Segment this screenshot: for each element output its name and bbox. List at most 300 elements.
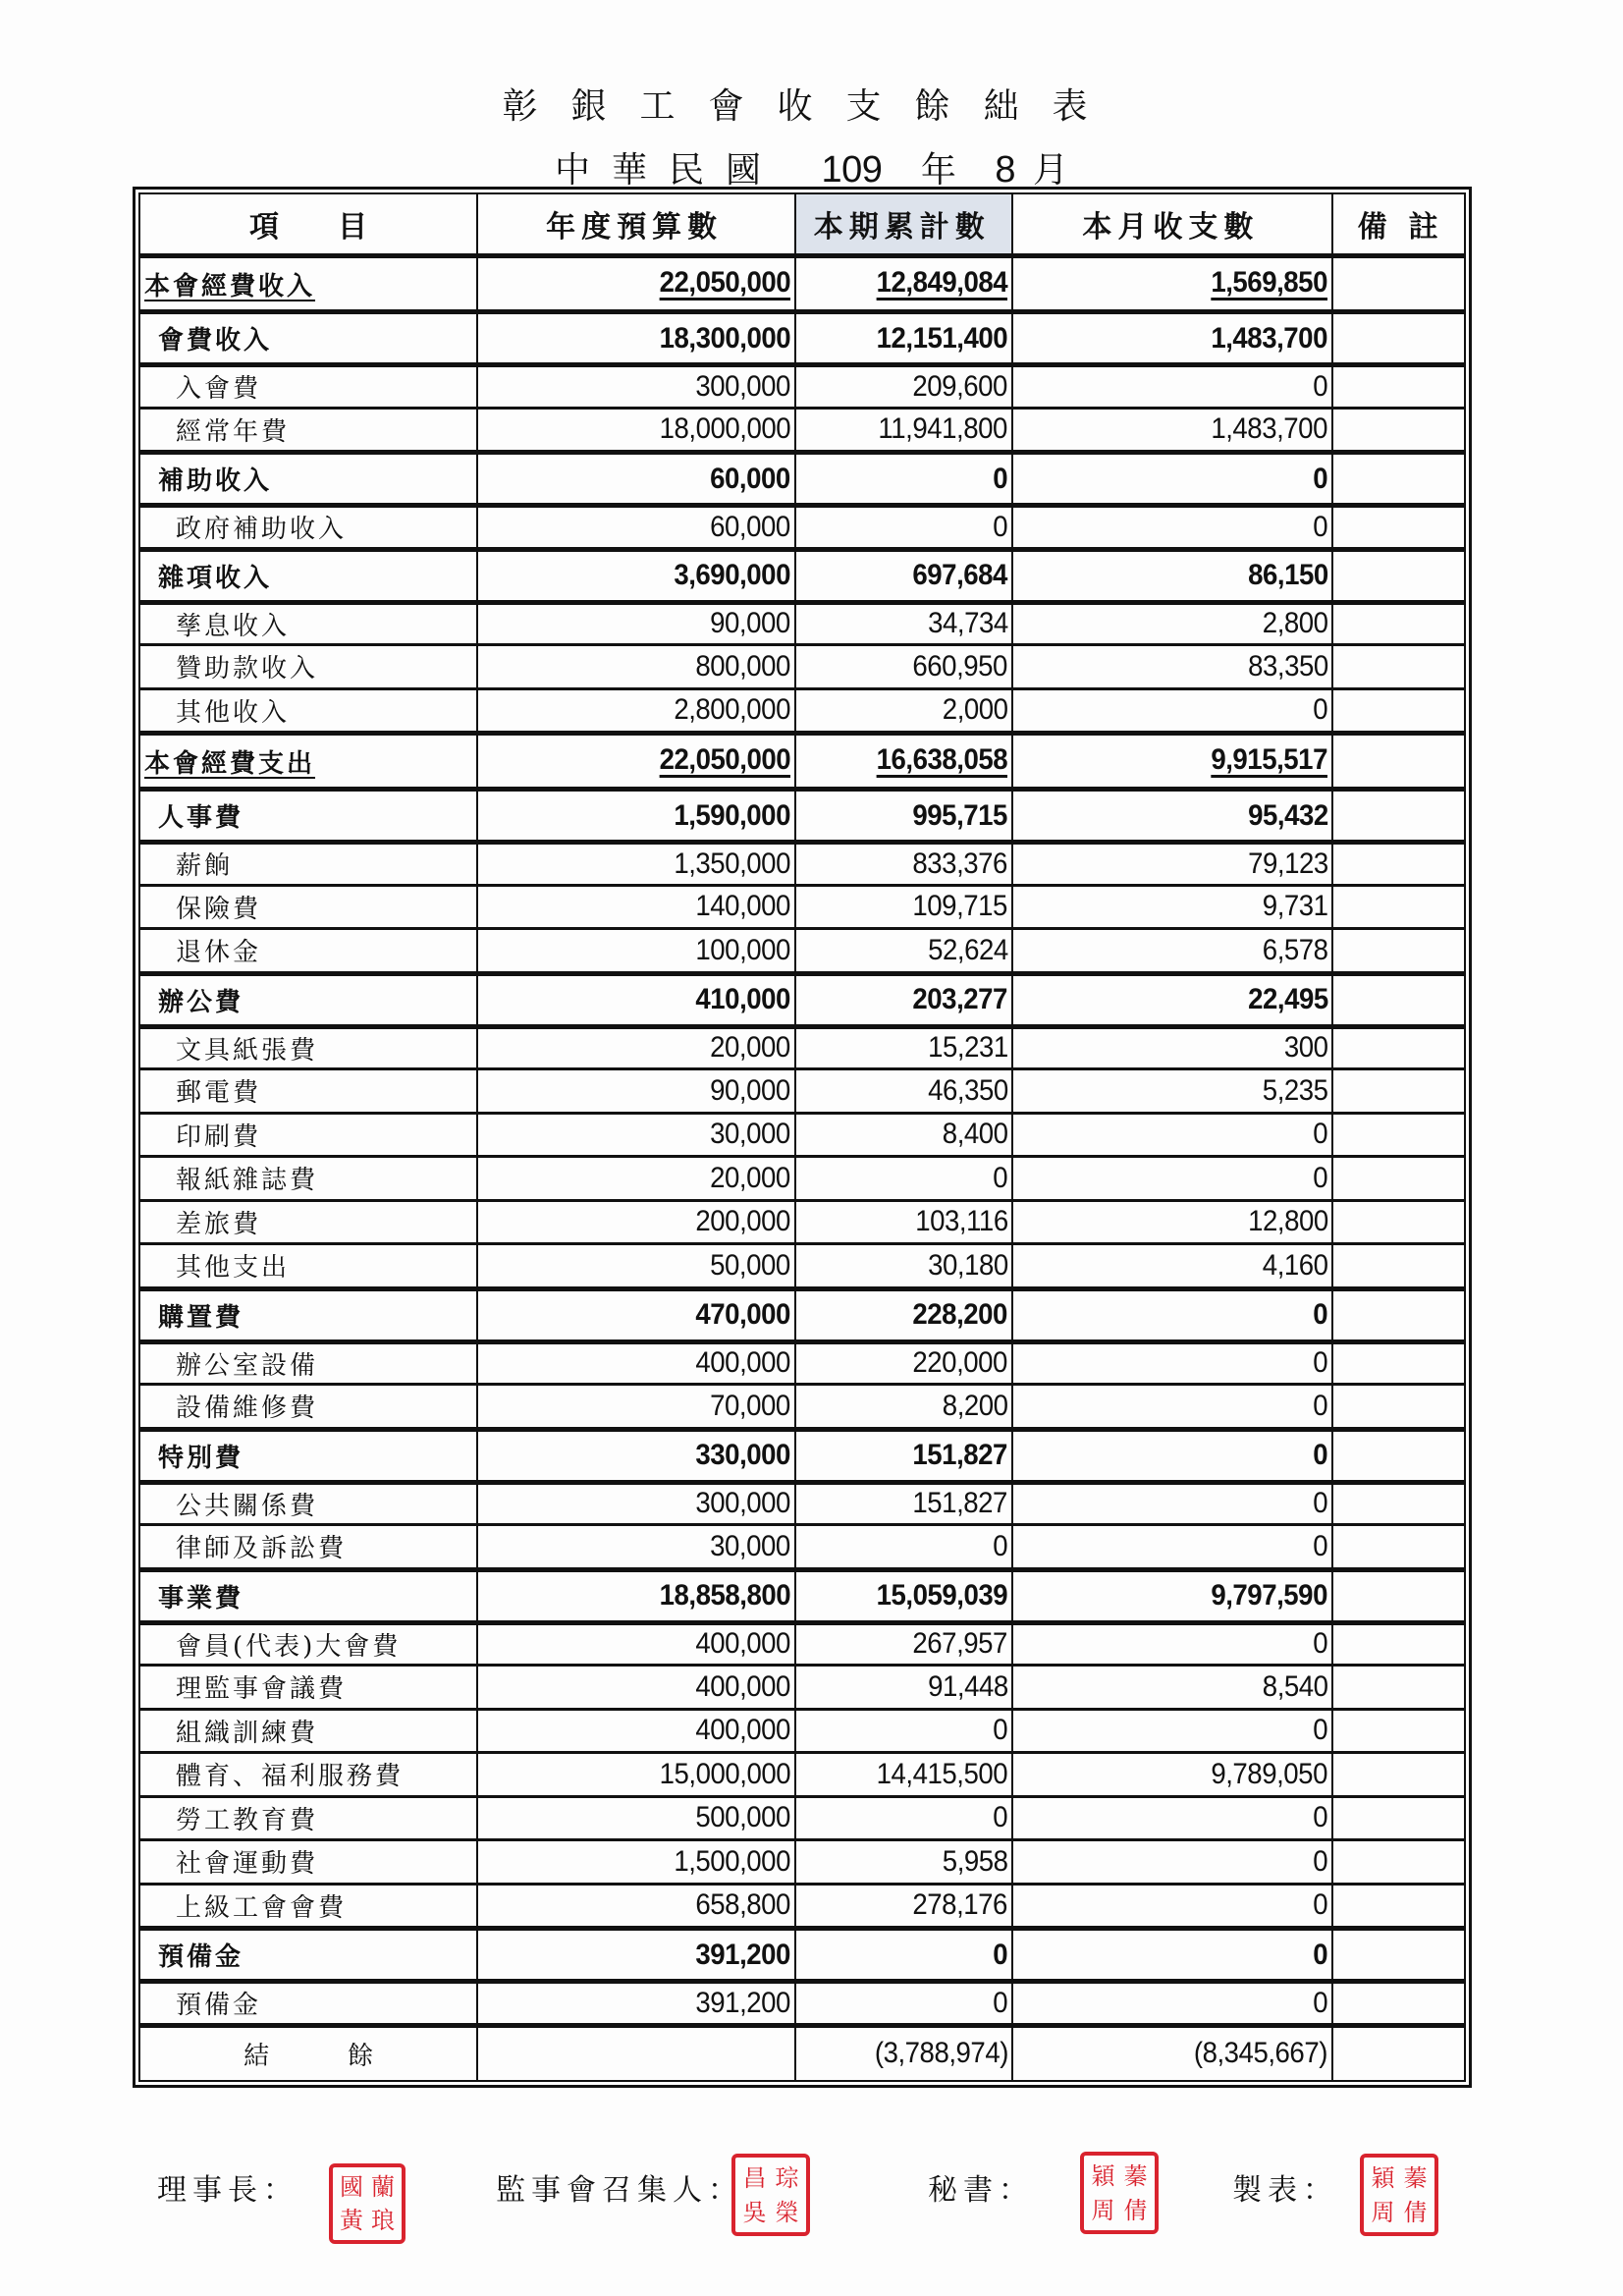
item-cell-text: 上級工會會費 [176,1892,348,1923]
cumulative-cell [794,1754,1011,1795]
month-cell-text: 9,789,050 [1211,1757,1328,1790]
cumulative-cell [794,508,1011,547]
item-cell-text: 預備金 [158,1942,244,1972]
header-note: 備註 [1331,194,1464,253]
budget-cell-text: 60,000 [710,462,791,495]
cumulative-cell [794,1070,1011,1112]
cumulative-cell [794,1291,1011,1339]
note-cell [1331,1202,1464,1243]
cumulative-cell [794,367,1011,407]
item-cell [140,930,476,971]
note-cell [1331,976,1464,1024]
budget-cell-text: 300,000 [695,1487,791,1520]
budget-cell-text: 90,000 [710,1073,791,1107]
item-cell [140,1115,476,1156]
item-cell [140,736,476,787]
budget-cell-text: 3,690,000 [674,559,791,591]
month-cell-text: 0 [1313,1298,1328,1331]
table-row [140,840,1464,884]
budget-cell-text: 330,000 [695,1439,791,1471]
budget-cell-text: 1,500,000 [674,1844,791,1878]
note-cell [1331,1070,1464,1112]
note-cell [1331,410,1464,451]
item-cell [140,1886,476,1927]
cumulative-cell-text: 660,950 [912,649,1008,683]
month-cell [1011,1344,1331,1384]
item-cell-text: 購置費 [158,1302,244,1333]
cumulative-cell-text: 15,231 [927,1031,1008,1065]
item-cell [140,646,476,687]
budget-cell [476,887,794,928]
table-row [140,1708,1464,1752]
note-cell [1331,646,1464,687]
note-cell [1331,792,1464,840]
month-cell-text: 0 [1313,1986,1328,2019]
cumulative-cell [794,1841,1011,1883]
cumulative-cell-text: 0 [993,1938,1008,1971]
month-cell [1011,1158,1331,1199]
table-row [140,309,1464,362]
balance-cumulative-cell [794,2028,1011,2080]
month-cell-text: 0 [1313,1888,1328,1922]
budget-cell-text: 400,000 [695,1714,791,1747]
item-cell [140,367,476,407]
budget-cell [476,1291,794,1339]
cumulative-cell [794,314,1011,362]
month-cell [1011,1798,1331,1839]
header-cumulative: 本期累計數 [794,194,1011,253]
note-cell [1331,1841,1464,1883]
item-cell [140,1572,476,1620]
item-cell [140,690,476,732]
cumulative-cell-text: 833,376 [912,847,1008,880]
item-cell-text: 公共關係費 [176,1491,319,1521]
month-cell-text: 86,150 [1247,559,1328,591]
balance-note-cell [1331,2028,1464,2080]
note-cell [1331,1386,1464,1427]
month-cell [1011,1432,1331,1480]
item-cell-text: 孳息收入 [176,611,291,641]
item-cell-text: 其他收入 [176,697,291,728]
item-cell [140,455,476,503]
month-cell-text: 9,731 [1262,890,1328,923]
cumulative-cell-text: 8,400 [942,1118,1008,1151]
budget-cell [476,1202,794,1243]
cumulative-cell-text: 12,849,084 [877,267,1008,301]
note-cell [1331,887,1464,928]
cumulative-cell-text: 30,180 [927,1248,1008,1282]
header-budget: 年度預算數 [476,194,794,253]
budget-cell [476,1886,794,1927]
item-cell [140,1291,476,1339]
item-cell-text: 印刷費 [176,1121,262,1152]
cumulative-cell-text: 8,200 [942,1389,1008,1422]
item-cell-text: 退休金 [176,938,262,968]
table-row [140,547,1464,600]
budget-cell-text: 90,000 [710,607,791,640]
month-cell [1011,508,1331,547]
budget-cell-text: 50,000 [710,1248,791,1282]
month-cell-text: 0 [1313,1161,1328,1194]
note-cell [1331,455,1464,503]
table-row [140,407,1464,451]
budget-cell [476,367,794,407]
seal-character: 榮 [775,2198,799,2226]
budget-cell [476,1711,794,1752]
cumulative-cell-text: 151,827 [912,1439,1008,1471]
budget-cell-text: 18,858,800 [659,1579,791,1612]
balance-row [140,2023,1464,2080]
month-cell-text: 12,800 [1247,1205,1328,1238]
cumulative-cell-text: 14,415,500 [876,1757,1008,1790]
table-row [140,450,1464,503]
budget-cell-text: 400,000 [695,1669,791,1703]
item-cell-text: 組織訓練費 [176,1718,319,1748]
item-cell-text: 理監事會議費 [176,1674,348,1705]
item-cell-text: 體育、福利服務費 [176,1762,405,1792]
cumulative-cell [794,1931,1011,1979]
cumulative-cell-text: 203,277 [912,983,1008,1015]
budget-cell [476,455,794,503]
cumulative-cell [794,1711,1011,1752]
budget-cell [476,646,794,687]
item-cell [140,1798,476,1839]
seal-character: 穎 [1371,2163,1395,2192]
month-cell [1011,887,1331,928]
month-cell [1011,314,1331,362]
budget-cell [476,1931,794,1979]
item-cell [140,1386,476,1427]
cumulative-cell-text: 2,000 [942,693,1008,727]
item-cell-text: 設備維修費 [176,1394,319,1424]
budget-cell [476,508,794,547]
note-cell [1331,1667,1464,1708]
month-cell [1011,976,1331,1024]
note-cell [1331,690,1464,732]
month-cell [1011,1485,1331,1524]
cumulative-cell [794,605,1011,644]
year-label: 年 [920,150,956,191]
cumulative-cell [794,930,1011,971]
item-cell [140,258,476,309]
month-cell-text: 0 [1313,369,1328,403]
seal-character: 吳 [742,2198,767,2226]
budget-cell [476,1984,794,2023]
table-row [140,1112,1464,1156]
note-cell [1331,930,1464,971]
cumulative-cell-text: 0 [993,462,1008,495]
budget-cell [476,736,794,787]
item-cell [140,1625,476,1665]
table-row [140,1286,1464,1339]
note-cell [1331,552,1464,600]
table-row [140,1339,1464,1384]
table-row [140,927,1464,971]
note-cell [1331,1931,1464,1979]
cumulative-cell-text: 0 [993,1714,1008,1747]
month-cell-text: 0 [1313,1487,1328,1520]
table-row [140,1664,1464,1708]
cumulative-cell [794,1572,1011,1620]
note-cell [1331,1754,1464,1795]
month-cell [1011,1115,1331,1156]
budget-cell-text: 22,050,000 [659,267,790,301]
month-cell-text: 1,483,700 [1211,412,1328,446]
cumulative-cell-text: 103,116 [914,1205,1008,1238]
item-cell-text: 郵電費 [176,1078,262,1109]
month-cell-text: 0 [1313,1844,1328,1878]
item-cell-text: 律師及訴訟費 [176,1534,348,1564]
cumulative-cell-text: 0 [993,510,1008,543]
item-cell-text: 文具紙張費 [176,1035,319,1066]
budget-cell-text: 15,000,000 [659,1757,791,1790]
table-row [140,1427,1464,1480]
budget-cell [476,1245,794,1286]
month-cell-text: 0 [1313,693,1328,727]
item-cell-text: 事業費 [158,1583,244,1613]
month-cell [1011,455,1331,503]
cumulative-cell [794,1798,1011,1839]
table-row [140,971,1464,1024]
cumulative-cell [794,887,1011,928]
note-cell [1331,314,1464,362]
budget-cell-text: 22,050,000 [659,744,790,779]
period-month: 8 [995,149,1015,191]
cumulative-cell-text: 52,624 [927,933,1008,966]
item-cell [140,1984,476,2023]
budget-cell-text: 391,200 [695,1986,791,2019]
month-cell [1011,690,1331,732]
budget-cell [476,314,794,362]
month-cell-text: 79,123 [1247,847,1328,880]
month-cell-text: 0 [1313,1714,1328,1747]
budget-cell-text: 70,000 [710,1389,791,1422]
budget-cell-text: 100,000 [695,933,791,966]
month-cell [1011,1667,1331,1708]
cumulative-cell [794,1029,1011,1068]
budget-cell [476,1070,794,1112]
budget-cell [476,1754,794,1795]
note-cell [1331,1886,1464,1927]
cumulative-cell [794,1485,1011,1524]
budget-cell-text: 800,000 [695,649,791,683]
month-cell [1011,258,1331,309]
item-cell-text: 政府補助收入 [176,515,348,545]
budget-cell [476,1115,794,1156]
cumulative-cell-text: 220,000 [912,1346,1008,1380]
table-row [140,1383,1464,1427]
month-cell [1011,1754,1331,1795]
item-cell [140,976,476,1024]
month-cell-text: 0 [1313,1439,1328,1471]
month-cell [1011,845,1331,884]
cumulative-cell [794,1202,1011,1243]
month-cell-text: 8,540 [1262,1669,1328,1703]
budget-cell-text: 400,000 [695,1627,791,1661]
item-cell-text: 本會經費支出 [144,748,316,779]
month-label: 月 [1032,150,1068,191]
cumulative-cell [794,552,1011,600]
item-cell-text: 薪餉 [176,851,234,882]
note-cell [1331,845,1464,884]
cumulative-cell [794,1115,1011,1156]
budget-cell-text: 500,000 [695,1801,791,1834]
month-cell [1011,552,1331,600]
month-cell [1011,1886,1331,1927]
cumulative-cell [794,1158,1011,1199]
item-cell-text: 會費收入 [158,326,273,355]
item-cell [140,1485,476,1524]
table-row [140,253,1464,309]
balance-item-text: 結餘 [243,2041,453,2071]
signature-label: 秘書： [928,2173,1034,2208]
cumulative-cell [794,455,1011,503]
item-cell [140,1667,476,1708]
month-cell-text: 0 [1313,1389,1328,1422]
balance-cumulative-text: (3,788,974) [874,2037,1008,2069]
note-cell [1331,605,1464,644]
budget-cell [476,1432,794,1480]
month-cell-text: 0 [1313,1627,1328,1661]
note-cell [1331,1572,1464,1620]
seal-character: 倩 [1403,2198,1428,2226]
month-cell-text: 0 [1313,510,1328,543]
budget-cell [476,552,794,600]
note-cell [1331,508,1464,547]
month-cell [1011,1841,1331,1883]
month-cell [1011,1029,1331,1068]
cumulative-cell [794,646,1011,687]
budget-cell [476,410,794,451]
month-cell [1011,367,1331,407]
seal-stamp-icon [329,2163,406,2244]
table-row [140,1926,1464,1979]
month-cell-text: 22,495 [1247,983,1328,1015]
item-cell [140,314,476,362]
balance-budget-cell [476,2028,794,2080]
seal-stamp-icon [731,2154,810,2236]
budget-cell [476,1667,794,1708]
budget-cell [476,1841,794,1883]
budget-cell-text: 410,000 [695,983,791,1015]
table-row [140,1242,1464,1286]
month-cell-text: 9,915,517 [1212,744,1328,779]
cumulative-cell-text: 0 [993,1161,1008,1194]
month-cell [1011,1625,1331,1665]
budget-cell-text: 658,800 [695,1888,791,1922]
cumulative-cell-text: 46,350 [927,1073,1008,1107]
document-title: 彰銀工會收支餘絀表 [502,86,1121,127]
cumulative-cell [794,1667,1011,1708]
table-row [140,1067,1464,1112]
item-cell-text: 人事費 [158,803,244,833]
budget-cell [476,792,794,840]
table-row [140,643,1464,687]
budget-cell [476,1386,794,1427]
month-cell-text: 300 [1283,1031,1328,1065]
month-cell-text: 0 [1313,1346,1328,1380]
cumulative-cell-text: 16,638,058 [877,744,1008,779]
item-cell-text: 贊助款收入 [176,654,319,684]
seal-character: 蓁 [1403,2163,1428,2192]
month-cell [1011,1711,1331,1752]
month-cell-text: 0 [1313,1118,1328,1151]
month-cell [1011,792,1331,840]
item-cell [140,1029,476,1068]
table-header-row [140,194,1464,253]
cumulative-cell [794,1245,1011,1286]
month-cell [1011,1931,1331,1979]
budget-cell-text: 391,200 [695,1938,791,1971]
cumulative-cell-text: 11,941,800 [878,412,1008,446]
item-cell-text: 其他支出 [176,1253,291,1284]
month-cell [1011,1202,1331,1243]
cumulative-cell-text: 228,200 [912,1298,1008,1331]
month-cell-text: 4,160 [1262,1248,1328,1282]
signature-footer [0,2156,1623,2254]
note-cell [1331,1115,1464,1156]
budget-cell-text: 140,000 [695,890,791,923]
table-row [140,1620,1464,1665]
cumulative-cell [794,1344,1011,1384]
table-row [140,600,1464,644]
cumulative-cell [794,845,1011,884]
cumulative-cell [794,690,1011,732]
month-cell-text: 95,432 [1247,798,1328,832]
note-cell [1331,1711,1464,1752]
table-row [140,1751,1464,1795]
cumulative-cell-text: 91,448 [927,1669,1008,1703]
month-cell-text: 0 [1313,1529,1328,1562]
table-row [140,687,1464,732]
table-row [140,1523,1464,1567]
cumulative-cell-text: 0 [993,1801,1008,1834]
item-cell-text: 補助收入 [158,466,273,496]
seal-character: 國 [340,2173,363,2201]
table-row [140,362,1464,407]
month-cell [1011,736,1331,787]
table-row [140,787,1464,840]
header-month: 本月收支數 [1011,194,1331,253]
budget-cell [476,1485,794,1524]
item-cell [140,1526,476,1567]
seal-character: 周 [1091,2196,1115,2224]
budget-cell [476,1625,794,1665]
signature-label: 理事長： [157,2173,298,2208]
budget-cell-text: 300,000 [695,369,791,403]
cumulative-cell [794,1984,1011,2023]
budget-cell [476,605,794,644]
cumulative-cell [794,258,1011,309]
item-cell-text: 本會經費收入 [144,271,316,301]
cumulative-cell-text: 995,715 [912,798,1008,832]
balance-item-cell [140,2028,476,2080]
budget-cell-text: 2,800,000 [674,693,791,727]
budget-cell-text: 20,000 [710,1161,791,1194]
budget-cell [476,1158,794,1199]
balance-month-text: (8,345,667) [1194,2037,1328,2069]
month-cell [1011,1386,1331,1427]
month-cell [1011,1526,1331,1567]
item-cell [140,1202,476,1243]
cumulative-cell-text: 267,957 [912,1627,1008,1661]
item-cell [140,792,476,840]
period-year: 109 [821,149,883,191]
note-cell [1331,367,1464,407]
budget-cell [476,1798,794,1839]
note-cell [1331,258,1464,309]
note-cell [1331,1245,1464,1286]
